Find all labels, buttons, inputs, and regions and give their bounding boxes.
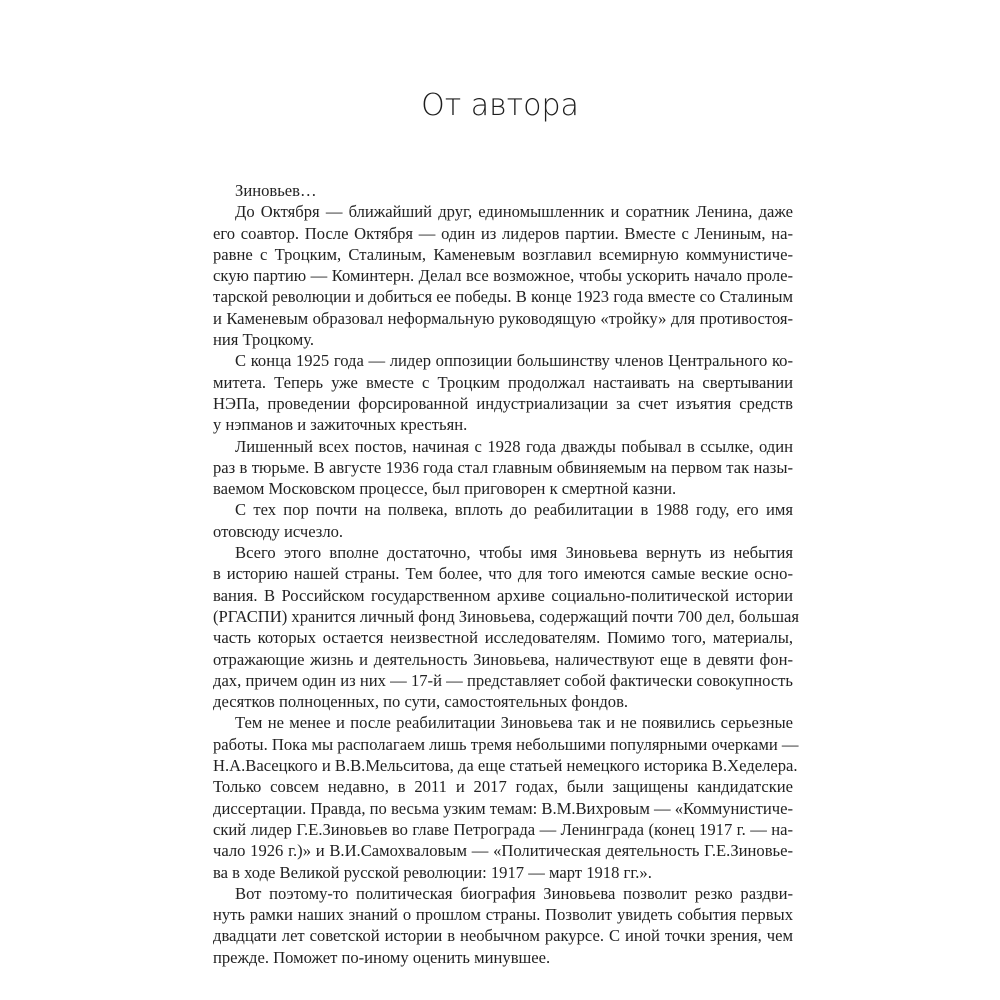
text-line: С тех пор почти на полвека, вплоть до реабилитации в 1988 году, его имя bbox=[235, 500, 793, 520]
paragraph bbox=[213, 180, 793, 201]
text-line: двадцати лет советской истории в необычном ракурсе. С иной точки зрения, чем bbox=[213, 926, 793, 946]
text-line: Лишенный всех постов, начиная с 1928 года дважды побывал в ссылке, один bbox=[235, 436, 793, 456]
text-line: ния Троцкому. bbox=[213, 330, 315, 350]
text-line: его соавтор. После Октября — один из лидеров партии. Вместе с Лениным, на- bbox=[213, 223, 793, 243]
text-line: С конца 1925 года — лидер оппозиции большинству членов Центрального ко- bbox=[235, 351, 793, 371]
text-line: работы. Пока мы располагаем лишь тремя небольшими популярными очерками — bbox=[213, 734, 799, 754]
text-line: часть которых остается неизвестной исследователям. Помимо того, материалы, bbox=[213, 628, 793, 648]
text-line: десятков полноценных, по сути, самостоятельных фондов. bbox=[213, 692, 629, 712]
text-line: чало 1926 г.)» и В.И.Самохваловым — «Политическая деятельность Г.Е.Зиновье- bbox=[213, 841, 793, 861]
text-line: Вот поэтому-то политическая биография Зиновьева позволит резко раздви- bbox=[235, 883, 793, 903]
text-line: раз в тюрьме. В августе 1936 года стал главным обвиняемым на первом так назы- bbox=[213, 457, 793, 477]
text-line: Зиновьев… bbox=[235, 181, 317, 200]
text-line: Тем не менее и после реабилитации Зиновьева так и не появились серьезные bbox=[235, 713, 793, 733]
text-line: дах, причем один из них — 17-й — представляет собой фактически совокупность bbox=[213, 670, 793, 690]
paragraph bbox=[213, 542, 799, 712]
text-line: вания. В Российском государственном архиве социально-политической истории bbox=[213, 585, 793, 605]
text-line: НЭПа, проведении форсированной индустриализации за счет изъятия средств bbox=[213, 393, 793, 413]
body-text bbox=[213, 180, 799, 968]
paragraph bbox=[213, 350, 793, 435]
text-line: прежде. Поможет по-иному оценить минувшее. bbox=[213, 947, 551, 967]
page-title: От автора bbox=[421, 88, 579, 123]
text-line: нуть рамки наших знаний о прошлом страны. Позволит увидеть события первых bbox=[213, 905, 793, 925]
text-line: и Каменевым образовал неформальную руководящую «тройку» для противостоя- bbox=[213, 308, 793, 328]
text-line: отовсюду исчезло. bbox=[213, 521, 344, 541]
text-line: (РГАСПИ) хранится личный фонд Зиновьева, содержащий почти 700 дел, большая bbox=[213, 606, 799, 626]
text-line: тарской революции и добиться ее победы. В конце 1923 года вместе со Сталиным bbox=[213, 287, 793, 307]
text-line: Н.А.Васецкого и В.В.Мельситова, да еще статьей немецкого историка В.Хеделера. bbox=[213, 756, 798, 776]
paragraph bbox=[213, 712, 799, 882]
paragraph bbox=[213, 499, 793, 542]
paragraph bbox=[213, 883, 793, 968]
text-line: скую партию — Коминтерн. Делал все возможное, чтобы ускорить начало проле- bbox=[213, 266, 793, 286]
text-line: диссертации. Правда, по весьма узким темам: В.М.Вихровым — «Коммунистиче- bbox=[213, 798, 794, 818]
text-line: у нэпманов и зажиточных крестьян. bbox=[213, 415, 468, 435]
text-line: отражающие жизнь и деятельность Зиновьева, наличествуют еще в девяти фон- bbox=[213, 649, 793, 669]
text-line: Только совсем недавно, в 2011 и 2017 годах, были защищены кандидатские bbox=[213, 777, 793, 797]
text-line: До Октября — ближайший друг, единомышленник и соратник Ленина, даже bbox=[235, 202, 793, 222]
text-line: ваемом Московском процессе, был приговорен к смертной казни. bbox=[213, 479, 677, 499]
text-line: равне с Троцким, Сталиным, Каменевым возглавил всемирную коммунистиче- bbox=[213, 244, 793, 264]
paragraph bbox=[213, 201, 793, 350]
text-line: митета. Теперь уже вместе с Троцким продолжал настаивать на свертывании bbox=[213, 372, 793, 392]
text-line: ский лидер Г.Е.Зиновьев во главе Петрограда — Ленинграда (конец 1917 г. — на- bbox=[213, 819, 793, 839]
paragraph bbox=[213, 436, 793, 500]
text-line: в историю нашей страны. Тем более, что для того имеются самые веские осно- bbox=[213, 564, 793, 584]
text-line: ва в ходе Великой русской революции: 1917 — март 1918 гг.». bbox=[213, 862, 652, 882]
text-line: Всего этого вполне достаточно, чтобы имя Зиновьева вернуть из небытия bbox=[235, 543, 793, 563]
